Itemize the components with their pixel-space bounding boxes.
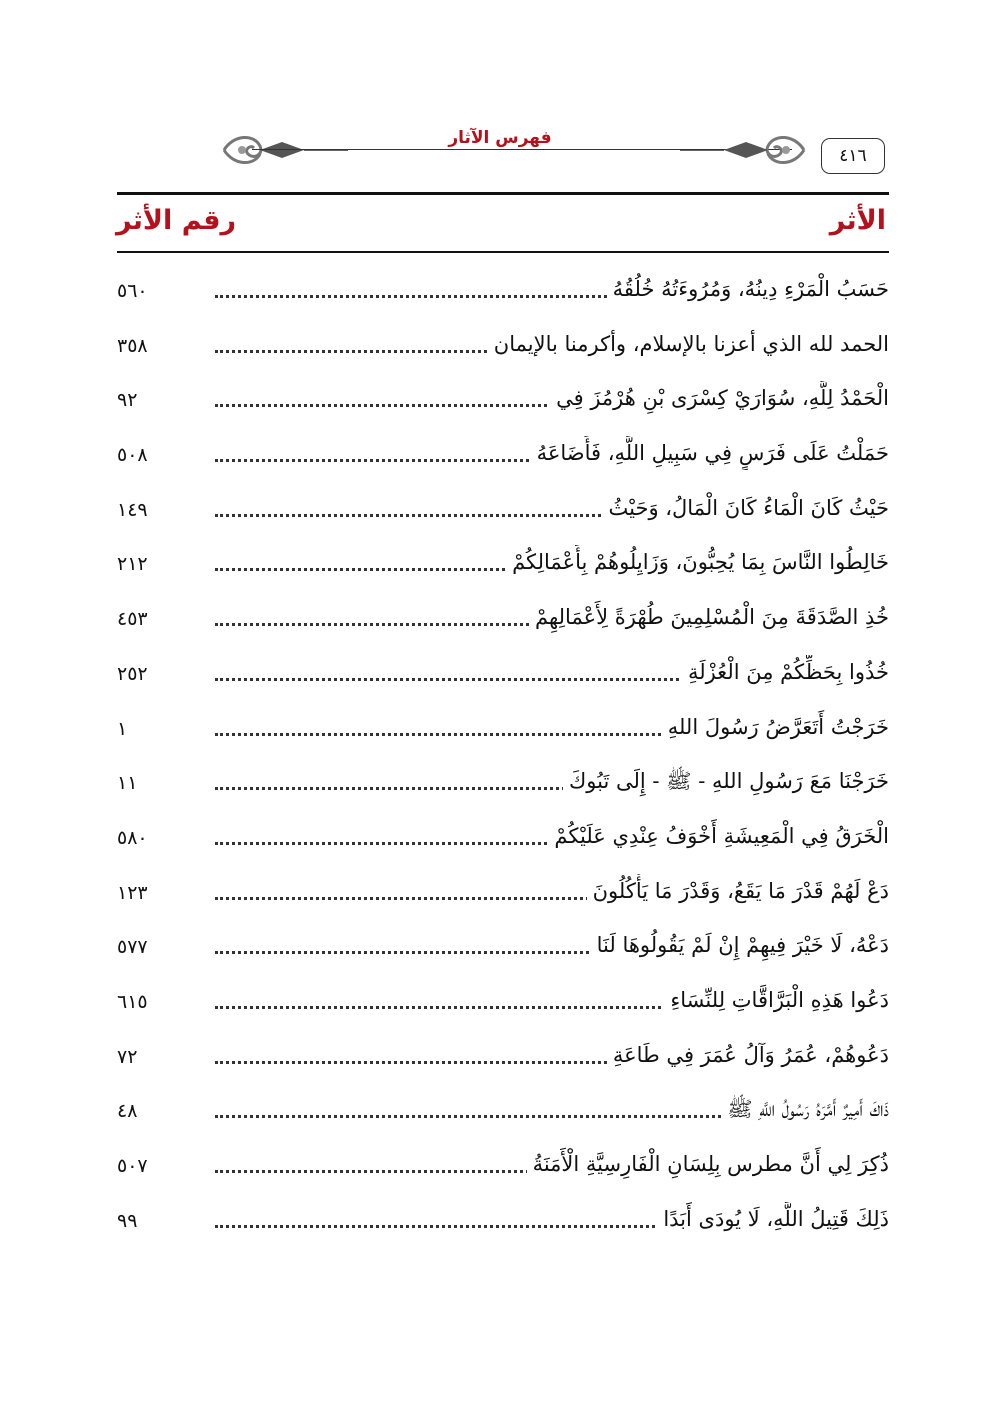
entry-number: ٩٩ (117, 1209, 138, 1232)
table-header-rule (117, 251, 889, 253)
entry-number: ٦١٥ (117, 990, 148, 1013)
entry-text-label: خُذِ الصَّدَقَةَ مِنَ الْمُسْلِمِينَ طُهْرَةً لِأَعْمَالِهِمْ (529, 605, 889, 629)
entry-text (189, 545, 889, 579)
entry-number: ١ (117, 717, 128, 740)
entry-number: ٥٠٨ (117, 444, 148, 467)
entry-text (189, 436, 889, 470)
entry-text (189, 710, 889, 744)
index-entry-row (117, 1084, 889, 1139)
index-entry-row (117, 1194, 889, 1249)
entry-text (189, 928, 889, 962)
entry-number: ٧٢ (117, 1045, 138, 1068)
entry-number: ٤٥٣ (117, 608, 148, 631)
entry-text (189, 1092, 889, 1126)
column-header-number: رقم الأثر (116, 205, 237, 236)
index-entry-row (117, 264, 889, 319)
entry-text (189, 381, 889, 415)
entry-number: ١١ (117, 772, 138, 795)
entry-text (189, 1038, 889, 1072)
entry-text-label: حَمَلْتُ عَلَى فَرَسٍ فِي سَبِيلِ اللَّهِ، فَأَضَاعَهُ (531, 441, 889, 465)
index-entry-row (117, 483, 889, 538)
entry-text-label: الحمد لله الذي أعزنا بالإسلام، وأكرمنا بالإيمان (488, 332, 889, 356)
entry-text (189, 764, 889, 798)
entry-number: ٢١٢ (117, 553, 148, 576)
entry-number: ٥٧٧ (117, 936, 148, 959)
entry-text-label: خَالِطُوا النَّاسَ بِمَا يُحِبُّونَ، وَزَايِلُوهُمْ بِأَعْمَالِكُمْ (506, 550, 889, 574)
entry-text-label: ذَلِكَ قَتِيلُ اللَّهِ، لَا يُودَى أَبَدًا (657, 1207, 889, 1231)
entry-number: ٤٨ (117, 1100, 138, 1123)
index-entry-row (117, 373, 889, 428)
index-entry-row (117, 811, 889, 866)
index-entry-row (117, 647, 889, 702)
entry-text (189, 491, 889, 525)
entry-text-label: الْخَرَقُ فِي الْمَعِيشَةِ أَخْوَفُ عِنْدِي عَلَيْكُمْ (548, 824, 889, 848)
page-number: ٤١٦ (821, 138, 885, 174)
entry-text (189, 983, 889, 1017)
index-entry-row (117, 537, 889, 592)
entry-number: ٥٠٧ (117, 1155, 148, 1177)
index-entry-row (117, 866, 889, 921)
entry-text-label: دَعُوا هَذِهِ الْبَرَّاقَّاتِ لِلنِّسَاءِ (664, 988, 889, 1012)
entry-number: ٢٥٢ (117, 662, 148, 685)
column-header-athar: الأثر (829, 205, 886, 236)
entry-text-label: خَرَجْنَا مَعَ رَسُولِ اللهِ - ﷺ - إِلَى تَبُوكَ (563, 769, 889, 793)
page-header (0, 0, 1004, 200)
entry-text-label: ذُكِرَ لِي أَنَّ مطرس بِلِسَانِ الْفَارِسِيَّةِ الْأَمَنَةُ (527, 1152, 889, 1176)
index-entry-row (117, 1030, 889, 1085)
index-entry-row (117, 920, 889, 975)
entry-text (189, 327, 889, 361)
left-ornament-icon (220, 130, 350, 170)
entry-text (189, 1202, 889, 1236)
entry-number: ١٢٣ (117, 881, 148, 904)
entry-text-label: خَرَجْتُ أَتَعَرَّضُ رَسُولَ اللهِ (662, 715, 889, 739)
entry-text (189, 272, 889, 306)
right-ornament-icon (678, 130, 808, 170)
index-entries (117, 264, 889, 1248)
entry-text (189, 655, 889, 689)
entry-number: ١٤٩ (117, 498, 148, 521)
entry-text-label: دَعْ لَهُمْ قَدْرَ مَا يَقَعُ، وَقَدْرَ مَا يَأْكُلُونَ (587, 879, 889, 903)
entry-text-label: ذَاكَ أَمِيرٌ أَمَّرَهُ رَسُولُ اللَّهِ ﷺ (721, 1097, 889, 1121)
entry-text-label: حَيْثُ كَانَ الْمَاءُ كَانَ الْمَالُ، وَحَيْثُ (603, 496, 890, 520)
index-entry-row (117, 975, 889, 1030)
page-title: فهرس الآثار (448, 128, 552, 148)
entry-text (189, 600, 889, 634)
index-entry-row (117, 592, 889, 647)
entry-number: ٥٦٠ (117, 280, 148, 302)
index-entry-row (117, 428, 889, 483)
index-entry-row (117, 319, 889, 374)
table-top-rule (117, 192, 889, 195)
entry-text-label: دَعْهُ، لَا خَيْرَ فِيهِمْ إِنْ لَمْ يَقُولُوهَا لَنَا (591, 933, 889, 957)
entry-text-label: خُذُوا بِحَظِّكُمْ مِنَ الْعُزْلَةِ (682, 660, 889, 684)
entry-text-label: الْحَمْدُ لِلَّهِ، سُوَارَيْ كِسْرَى بْنِ هُرْمُزَ فِي (550, 386, 889, 410)
entry-text-label: حَسَبُ الْمَرْءِ دِينُهُ، وَمُرُوءَتُهُ خُلُقُهُ (607, 277, 889, 301)
entry-text (189, 1147, 889, 1181)
entry-number: ٩٢ (117, 389, 138, 412)
entry-text (189, 819, 889, 853)
index-entry-row (117, 1139, 889, 1194)
index-entry-row (117, 756, 889, 811)
entry-number: ٥٨٠ (117, 826, 148, 849)
entry-text-label: دَعُوهُمْ، عُمَرُ وَآلُ عُمَرَ فِي طَاعَةِ (607, 1043, 889, 1067)
index-entry-row (117, 702, 889, 757)
entry-text (189, 874, 889, 908)
entry-number: ٣٥٨ (117, 334, 148, 357)
